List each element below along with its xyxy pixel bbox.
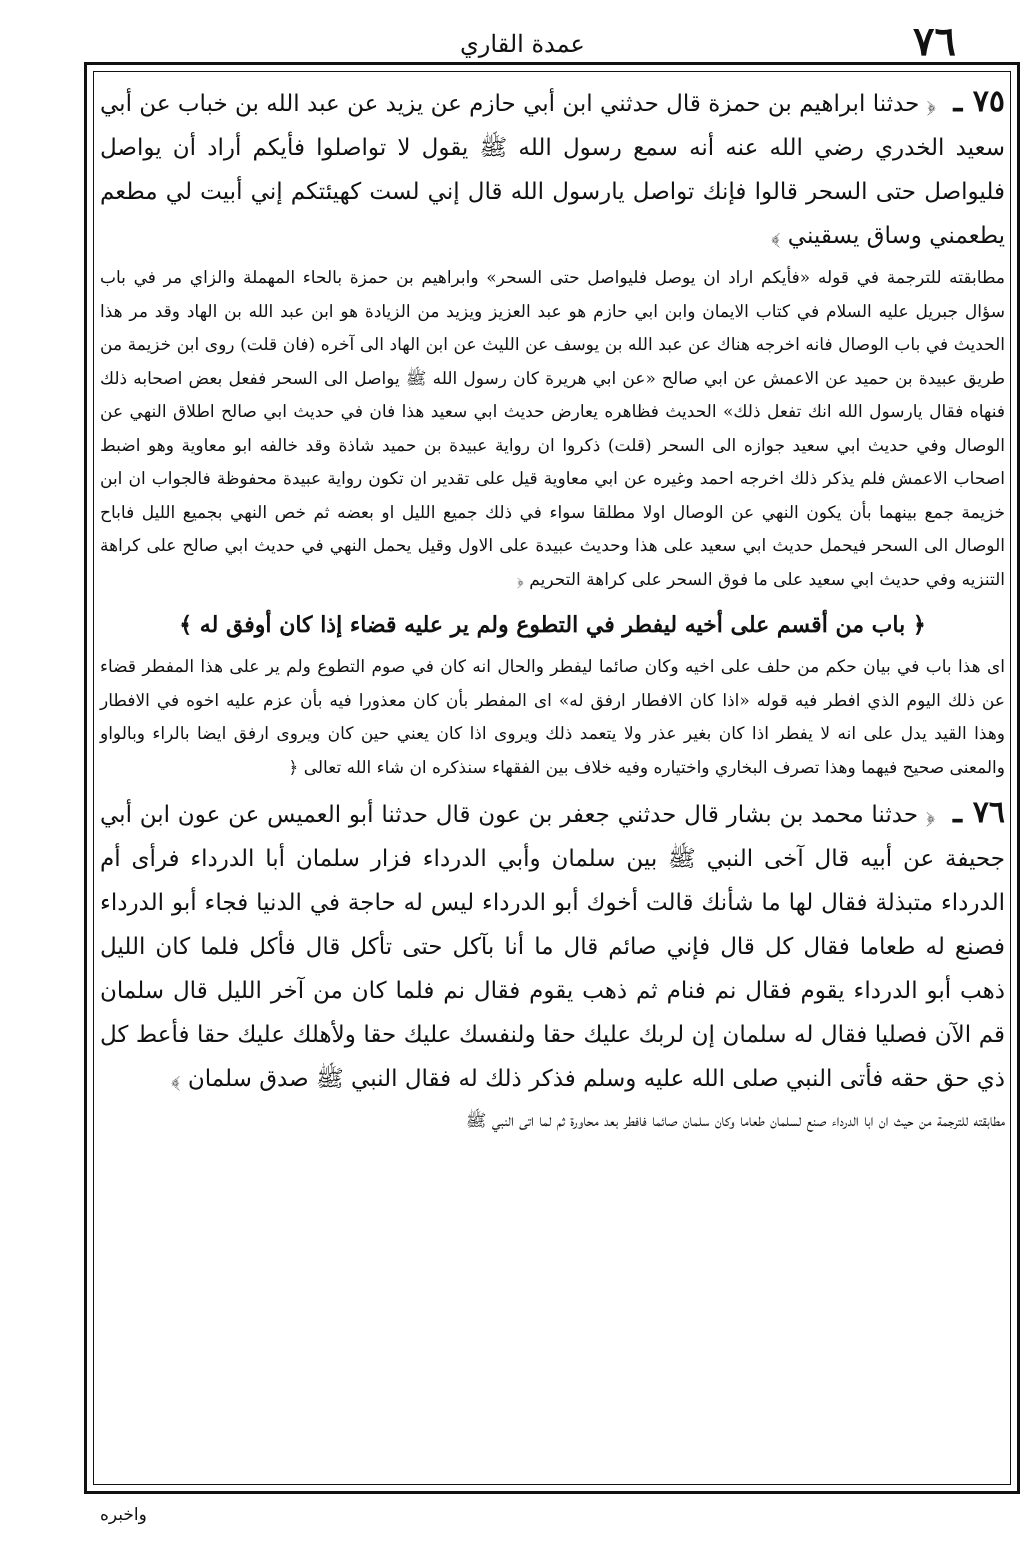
page-number: ٧٦ [913,18,956,65]
hadith-text: ﴿ حدثنا محمد بن بشار قال حدثني جعفر بن عون قال حدثنا أبو العميس عن عون ابن أبي جحيفة عن أبيه قال آخى النبي ﷺ بين سلمان وأبي الدرداء فزار سلمان أبا الدرداء فرأى أم الدرداء متبذلة فقال لها ما شأنك قالت أخوك أبو الدرداء ليس له حاجة في الدنيا فجاء أبو الدرداء فصنع له طعاما فقال كل قال فإني صائم قال ما أنا بآكل حتى تأكل قال فأكل فلما كان الليل ذهب أبو الدرداء يقوم فقال نم فنام ثم ذهب يقوم فقال نم فلما كان من آخر الليل قال سلمان قم الآن فصليا فقال له سلمان إن لربك عليك حقا ولنفسك عليك حقا ولأهلك عليك حقا فأعط كل ذي حق حقه فأتى النبي صلى الله عليه وسلم فذكر ذلك له فقال النبي ﷺ صدق سلمان ﴾ [100,802,1005,1092]
page-body [100,80,1005,1145]
page-header [80,18,960,66]
hadith-76 [100,791,1005,1101]
hadith-text: ﴿ حدثنا ابراهيم بن حمزة قال حدثني ابن أبي حازم عن يزيد عن عبد الله بن خباب عن أبي سعيد الخدري رضي الله عنه أنه سمع رسول الله ﷺ يقول لا تواصلوا فأيكم أراد أن يواصل فليواصل حتى السحر قالوا فإنك تواصل يارسول الله قال إني لست كهيئتكم إني أبيت لي مطعم يطعمني وساق يسقيني ﴾ [100,91,1005,249]
commentary-chapter: اى هذا باب في بيان حكم من حلف على اخيه وكان صائما ليفطر والحال انه كان في صوم التطوع ولم ير على هذا المفطر قضاء عن ذلك اليوم الذي افطر فيه قوله «اذا كان الافطار ارفق له» اى المفطر بأن كان معذورا فيه بأن عزم عليه اخوه في الافطار وهذا القيد يدل على انه لا يفطر اذا كان بغير عذر ولا يتعمد ذلك ويروى اذا كان يعني حين كان ويروى ارفق ايضا بالراء وبالواو والمعنى صحيح فيهما وهذا تصرف البخاري واختياره وفيه خلاف بين الفقهاء سنذكره ان شاء الله تعالى ﴿ [100,657,1005,778]
hadith-75 [100,80,1005,258]
chapter-heading: ﴿ باب من أقسم على أخيه ليفطر في التطوع ولم ير عليه قضاء إذا كان أوفق له ﴾ [179,612,926,638]
catchword: واخبره [100,1505,147,1525]
hadith-number: ٧٥ ـ [953,84,1006,119]
running-title: عمدة القاري [460,30,585,58]
hadith-number: ٧٦ ـ [953,795,1006,830]
commentary-75: مطابقته للترجمة في قوله «فأيكم اراد ان يوصل فليواصل حتى السحر» وابراهيم بن حمزة بالحاء المهملة والزاي مر في باب سؤال جبريل عليه السلام في كتاب الايمان وابن ابي حازم هو عبد العزيز ويزيد من الزيادة هو ابن عبد الله بن الهاد وقد مر هذا الحديث في باب الوصال فانه اخرجه هناك عن عبد الله بن يوسف عن الليث عن ابن الهاد الى آخره (فان قلت) روى ابن خزيمة من طريق عبيدة بن حميد عن الاعمش عن ابي صالح «عن ابي هريرة كان رسول الله ﷺ يواصل الى السحر ففعل بعض اصحابه ذلك فنهاه فقال يارسول الله انك تفعل ذلك» الحديث فظاهره يعارض حديث ابي سعيد هذا فان في حديث ابي صالح اطلاق النهي عن الوصال وفي حديث ابي سعيد جوازه الى السحر (قلت) ذكروا ان رواية عبيدة بن حميد شاذة وقد خالفه ابو معاوية وهو اضبط اصحاب الاعمش فلم يذكر ذلك اخرجه احمد وغيره عن ابي معاوية قيل على تقدير ان تكون رواية عبيدة محفوظة فالجواب ان ابن خزيمة جمع بينهما بأن يكون النهي عن الوصال اولا مطلقا سواء في ذلك جميع الليل او بعضه ثم خص النهي بجميع الليل فاباح الوصال الى السحر فيحمل حديث ابي سعيد على هذا وحديث عبيدة على الاول وقيل يحمل النهي في حديث ابي صالح على كراهة التنزيه وفي حديث ابي سعيد على ما فوق السحر على كراهة التحريم ﴿ [100,268,1005,590]
commentary-76: مطابقته للترجمة من حيث ان ابا الدرداء صنع لسلمان طعاما وكان سلمان صائما فافطر بعد محاورة ثم لما اتى النبي ﷺ [465,1111,1005,1131]
